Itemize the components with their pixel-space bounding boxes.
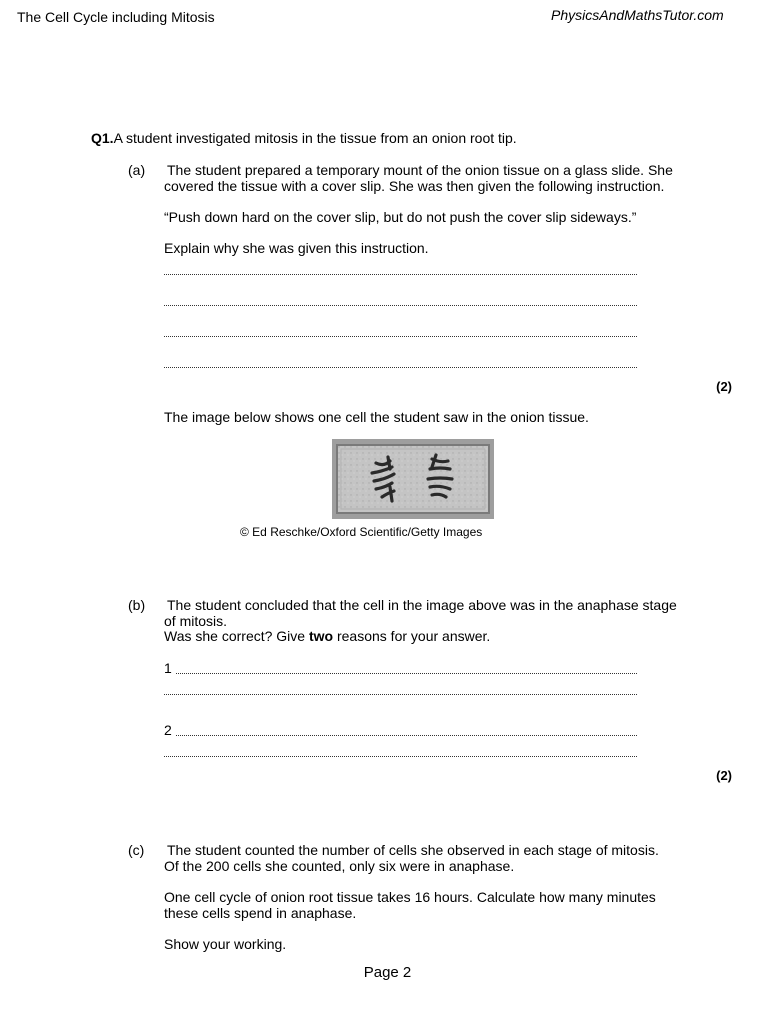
page-number: Page 2	[363, 964, 412, 981]
part-b-line2: of mitosis.	[164, 613, 228, 629]
document-title: The Cell Cycle including Mitosis	[17, 9, 215, 25]
part-a-line2: covered the tissue with a cover slip. She was then given the following instruction.	[164, 178, 665, 194]
part-a-prompt: Explain why she was given this instruction.	[164, 240, 429, 256]
part-b-label: (b)	[128, 597, 146, 613]
onion-cell-image	[332, 439, 494, 519]
answer-line[interactable]	[164, 754, 637, 757]
part-c-label: (c)	[128, 842, 145, 858]
part-a-marks: (2)	[716, 379, 732, 394]
answer-line-1[interactable]	[164, 660, 637, 676]
part-c-line4: these cells spend in anaphase.	[164, 905, 357, 921]
answer-line[interactable]	[164, 272, 637, 275]
part-a-label: (a)	[128, 162, 146, 178]
question-text: A student investigated mitosis in the tissue from an onion root tip.	[113, 130, 517, 146]
part-b-line1: The student concluded that the cell in the image above was in the anaphase stage	[167, 597, 677, 613]
figure-intro: The image below shows one cell the student saw in the onion tissue.	[164, 409, 589, 425]
answer-number-1: 1	[164, 660, 172, 676]
answer-line[interactable]	[164, 692, 637, 695]
part-c-line3: One cell cycle of onion root tissue takes 16 hours. Calculate how many minutes	[164, 889, 656, 905]
part-c-line1: The student counted the number of cells she observed in each stage of mitosis.	[167, 842, 659, 858]
answer-line[interactable]	[164, 365, 637, 368]
part-b-line3-end: reasons for your answer.	[333, 628, 491, 644]
part-b-marks: (2)	[716, 768, 732, 783]
answer-number-2: 2	[164, 722, 172, 738]
image-credit: © Ed Reschke/Oxford Scientific/Getty Images	[240, 525, 483, 539]
answer-line-2[interactable]	[164, 722, 637, 738]
part-b-line3-start: Was she correct? Give	[164, 628, 309, 644]
part-b-line3-bold: two	[308, 628, 334, 644]
answer-line[interactable]	[164, 334, 637, 337]
answer-line[interactable]	[164, 303, 637, 306]
onion-cell-anaphase-icon	[332, 439, 494, 519]
part-a-line1: The student prepared a temporary mount of the onion tissue on a glass slide. She	[167, 162, 673, 178]
part-b-line3	[164, 628, 490, 644]
site-name: PhysicsAndMathsTutor.com	[551, 7, 724, 23]
part-a-instruction: “Push down hard on the cover slip, but do not push the cover slip sideways.”	[164, 209, 637, 225]
question-intro	[91, 130, 517, 146]
question-number: Q1.	[91, 130, 114, 146]
part-c-line2: Of the 200 cells she counted, only six were in anaphase.	[164, 858, 515, 874]
part-c-prompt: Show your working.	[164, 936, 287, 952]
